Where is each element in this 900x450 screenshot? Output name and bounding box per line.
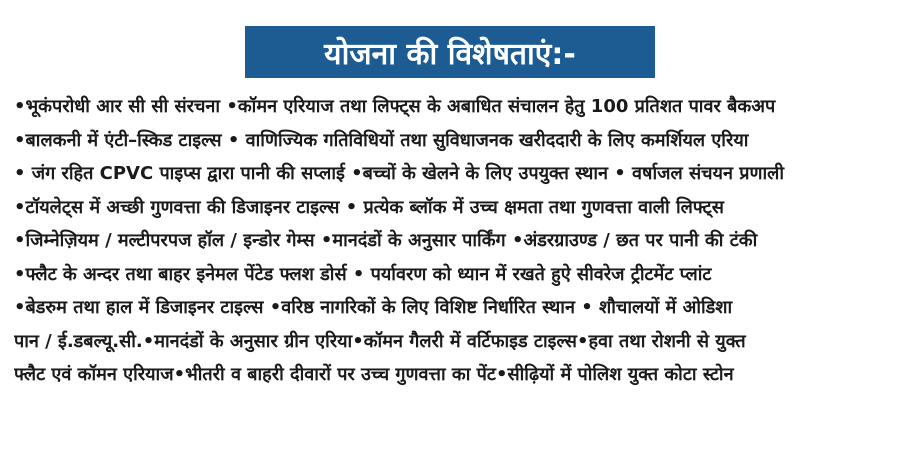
feature-line: •भूकंपरोधी आर सी सी संरचना •कॉमन एरियाज तथा लिफ्ट्स के अबाधित संचालन हेतु 100 प्रतिशत पावर बैकअप [14, 96, 776, 117]
feature-line: •बेडरुम तथा हाल में डिजाइनर टाइल्स •वरिष्ठ नागरिकों के लिए विशिष्ट निर्धारित स्थान • शौचालयों में ओडिशा [14, 297, 733, 318]
feature-list [14, 90, 886, 392]
feature-line: • जंग रहित CPVC पाइप्स द्वारा पानी की सप्लाई •बच्चों के खेलने के लिए उपयुक्त स्थान • वर्षाजल संचयन प्रणाली [14, 163, 785, 184]
feature-line: •टॉयलेट्स में अच्छी गुणवत्ता की डिजाइनर टाइल्स • प्रत्येक ब्लॉक में उच्च क्षमता तथा गुणवत्ता वाली लिफ्ट्स [14, 196, 724, 218]
feature-line: फ्लैट एवं कॉमन एरियाज•भीतरी व बाहरी दीवारों पर उच्च गुणवत्ता का पेंट•सीढ़ियों में पोलिश युक्त कोटा स्टोन [14, 364, 734, 385]
feature-line: •जिम्नेज़ियम / मल्टीपरपज हॉल / इन्डोर गेम्स •मानदंडों के अनुसार पार्किंग •अंडरग्राउण्ड / छत पर पानी की टंकी [14, 230, 758, 251]
feature-line: •बालकनी में एंटी–स्किड टाइल्स • वाणिज्यिक गतिविधियों तथा सुविधाजनक खरीददारी के लिए कमर्शियल एरिया [14, 129, 749, 151]
feature-line: •फ्लैट के अन्दर तथा बाहर इनेमल पेंटेड फ्लश डोर्स • पर्यावरण को ध्यान में रखते हुऐ सीवरेज ट्रीटमेंट प्लांट [14, 263, 712, 285]
title-banner [245, 26, 655, 78]
page-title: योजना की विशेषताएं:- [324, 36, 576, 72]
feature-line: पान / ई.डबल्यू.सी.•मानदंडों के अनुसार ग्रीन एरिया•कॉमन गैलरी में वर्टिफाइड टाइल्स•हवा तथा रोशनी से युक्त [14, 330, 746, 352]
